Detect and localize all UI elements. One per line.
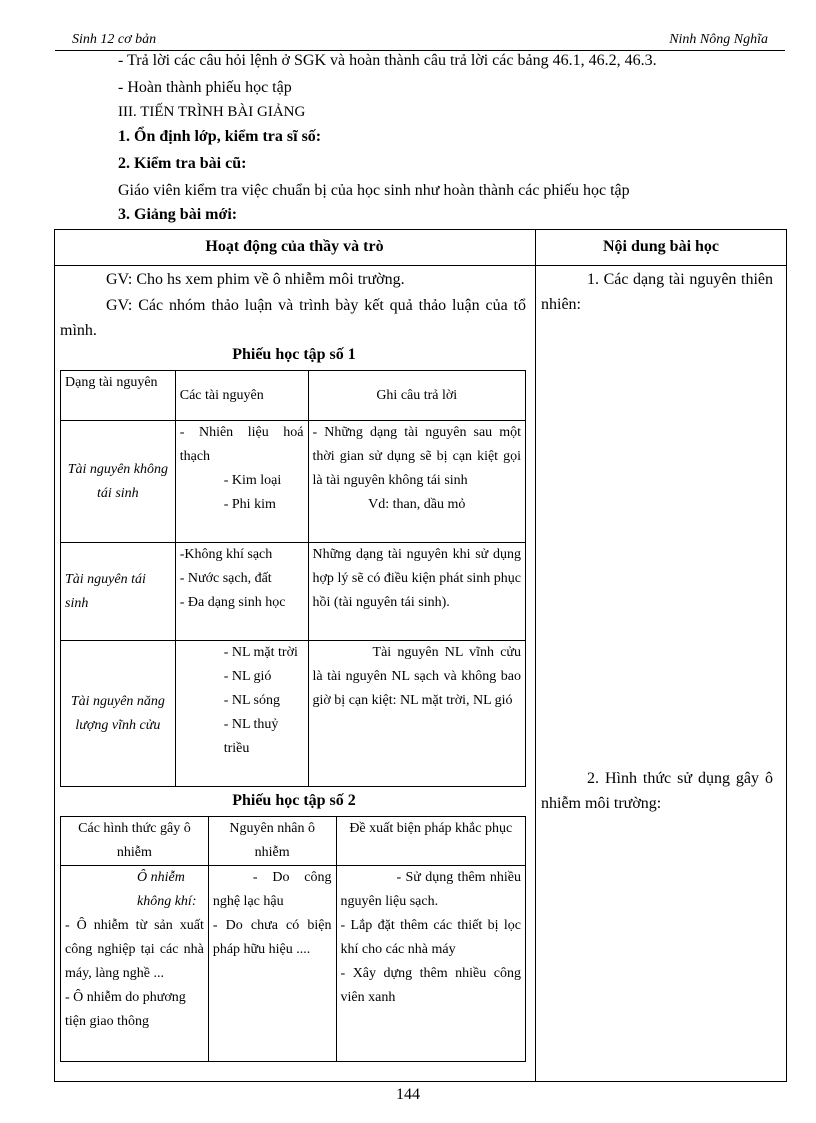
sheet1-resources-renewable: -Không khí sạch - Nước sạch, đất - Đa dạng sinh học [175, 543, 308, 641]
sheet1-resources-nonrenewable: - Nhiên liệu hoá thạch - Kim loại - Phi kim [175, 421, 308, 543]
table-row [61, 543, 526, 641]
sheet2-header-causes: Nguyên nhân ô nhiễm [208, 817, 336, 866]
sheet1-header-answers: Ghi câu trả lời [308, 371, 525, 421]
sheet2-forms-cell: Ô nhiễm không khí: - Ô nhiễm từ sản xuất công nghiệp tại các nhà máy, làng nghề ... - Ô nhiễm do phương tiện giao thông [61, 866, 209, 1062]
sheet2-header-forms: Các hình thức gây ô nhiễm [61, 817, 209, 866]
sheet2-header-solutions: Đề xuất biện pháp khắc phục [336, 817, 525, 866]
sheet1-header-type: Dạng tài nguyên [61, 371, 176, 421]
col-activities-header: Hoạt động của thầy và trò [205, 238, 384, 255]
step-2-text: Giáo viên kiểm tra việc chuẩn bị của học sinh như hoàn thành các phiếu học tập [118, 182, 630, 199]
table-row [61, 866, 526, 1062]
sheet1-resources-perpetual: - NL mặt trời - NL gió - NL sóng - NL thuỷ triều [175, 641, 308, 787]
gv-text-2: GV: Các nhóm thảo luận và trình bày kết quả thảo luận của tổ mình. [60, 297, 526, 339]
sheet2-solutions-cell: - Sử dụng thêm nhiều nguyên liệu sạch. - Lắp đặt thêm các thiết bị lọc khí cho các nhà máy - Xây dựng thêm nhiều công viên xanh [336, 866, 525, 1062]
header-subject: Sinh 12 cơ bản [72, 32, 157, 47]
header-rule [55, 50, 785, 51]
sheet2-table [60, 816, 526, 1062]
step-1-heading: 1. Ổn định lớp, kiểm tra sĩ số: [118, 128, 322, 145]
main-table-header-rule [54, 265, 786, 266]
sheet2-causes-cell: - Do công nghệ lạc hậu - Do chưa có biện pháp hữu hiệu .... [208, 866, 336, 1062]
intro-line-1: - Trả lời các câu hỏi lệnh ở SGK và hoàn thành câu trả lời các bảng 46.1, 46.2, 46.3. [118, 52, 657, 69]
page-number: 144 [396, 1086, 420, 1103]
step-2-heading: 2. Kiểm tra bài cũ: [118, 155, 247, 172]
step-3-heading: 3. Giảng bài mới: [118, 206, 238, 223]
sheet1-type-perpetual: Tài nguyên năng lượng vĩnh cửu [61, 641, 176, 787]
content-item-1: 1. Các dạng tài nguyên thiên nhiên: [541, 271, 773, 313]
main-table-divider [535, 229, 536, 1081]
sheet1-type-nonrenewable: Tài nguyên không tái sinh [61, 421, 176, 543]
table-row [61, 641, 526, 787]
intro-line-2: - Hoàn thành phiếu học tập [118, 79, 292, 96]
sheet1-title: Phiếu học tập số 1 [232, 346, 356, 363]
sheet1-type-renewable: Tài nguyên tái sinh [61, 543, 176, 641]
col-content-header: Nội dung bài học [602, 238, 720, 255]
sheet1-answer-nonrenewable: - Những dạng tài nguyên sau một thời gian sử dụng sẽ bị cạn kiệt gọi là tài nguyên không tái sinh Vd: than, dầu mỏ [308, 421, 525, 543]
gv-text-1: GV: Cho hs xem phim về ô nhiễm môi trường. [106, 271, 405, 288]
sheet1-answer-renewable: Những dạng tài nguyên khi sử dụng hợp lý sẽ có điều kiện phát sinh phục hồi (tài nguyên tái sinh). [308, 543, 525, 641]
table-row [61, 421, 526, 543]
sheet2-title: Phiếu học tập số 2 [232, 792, 356, 809]
sheet1-table [60, 370, 526, 787]
sheet1-answer-perpetual: Tài nguyên NL vĩnh cửu là tài nguyên NL sạch và không bao giờ bị cạn kiệt: NL mặt trời, NL gió [308, 641, 525, 787]
content-item-2: 2. Hình thức sử dụng gây ô nhiễm môi trường: [541, 770, 773, 812]
header-author: Ninh Nông Nghĩa [669, 32, 768, 47]
section-heading: III. TIẾN TRÌNH BÀI GIẢNG [118, 104, 306, 120]
sheet1-header-resources: Các tài nguyên [175, 371, 308, 421]
